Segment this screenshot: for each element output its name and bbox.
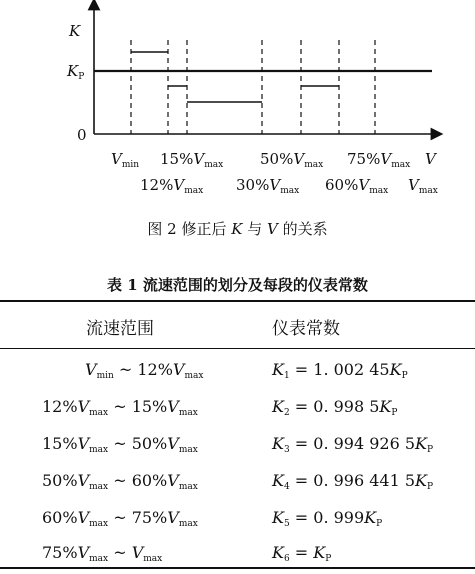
x-tick-12pct: $12\%V_{max}$ bbox=[140, 176, 204, 196]
table-bottom-rule bbox=[0, 567, 475, 569]
flow-range-cell: $60\%V_{max}$ ~ $75\%V_{max}$ bbox=[42, 508, 198, 529]
header-flow-range: 流速范围 bbox=[86, 319, 154, 339]
k-step-segments bbox=[131, 52, 339, 102]
flow-range-cell: $15\%V_{max}$ ~ $50\%V_{max}$ bbox=[42, 434, 198, 455]
flow-range-cell: $V_{min}$ ~ $12\%V_{max}$ bbox=[85, 360, 204, 381]
header-meter-constant: 仪表常数 bbox=[272, 319, 340, 339]
segment-boundary-lines bbox=[131, 40, 375, 134]
flow-range-cell: $75\%V_{max}$ ~ $V_{max}$ bbox=[42, 543, 163, 564]
x-axis-label-v: V bbox=[425, 150, 436, 168]
table-top-rule bbox=[0, 300, 475, 302]
meter-constant-cell: $K_2 = 0$. 998 $5K_P$ bbox=[272, 397, 398, 418]
meter-constant-cell: $K_4 = 0$. 996 441 $5K_P$ bbox=[272, 471, 434, 492]
x-tick-15pct: $15\%V_{max}$ bbox=[160, 150, 224, 170]
meter-constant-cell: $K_5 = 0$. $999K_P$ bbox=[272, 508, 383, 529]
x-tick-vmin: $V_{min}$ bbox=[111, 150, 140, 170]
table-caption: 表 1 流速范围的划分及每段的仪表常数 bbox=[107, 276, 368, 294]
kp-label: $K_P$ bbox=[67, 62, 85, 82]
x-tick-50pct: $50\%V_{max}$ bbox=[260, 150, 324, 170]
origin-label: 0 bbox=[77, 126, 87, 144]
figure-caption: 图 2 修正后 K 与 V 的关系 bbox=[147, 220, 328, 238]
y-axis-label: K bbox=[69, 22, 81, 40]
x-tick-60pct: $60\%V_{max}$ bbox=[325, 176, 389, 196]
x-tick-30pct: $30\%V_{max}$ bbox=[236, 176, 300, 196]
flow-range-cell: $12\%V_{max}$ ~ $15\%V_{max}$ bbox=[42, 397, 198, 418]
flow-range-cell: $50\%V_{max}$ ~ $60\%V_{max}$ bbox=[42, 471, 198, 492]
meter-constant-cell: $K_6 = K_P$ bbox=[272, 543, 332, 564]
x-tick-vmax: $V_{max}$ bbox=[408, 176, 438, 196]
meter-constant-cell: $K_1 = 1$. 002 $45K_P$ bbox=[272, 360, 408, 381]
meter-constant-cell: $K_3 = 0$. 994 926 $5K_P$ bbox=[272, 434, 434, 455]
table-header-rule bbox=[0, 348, 475, 349]
x-tick-75pct: $75\%V_{max}$ bbox=[347, 150, 411, 170]
